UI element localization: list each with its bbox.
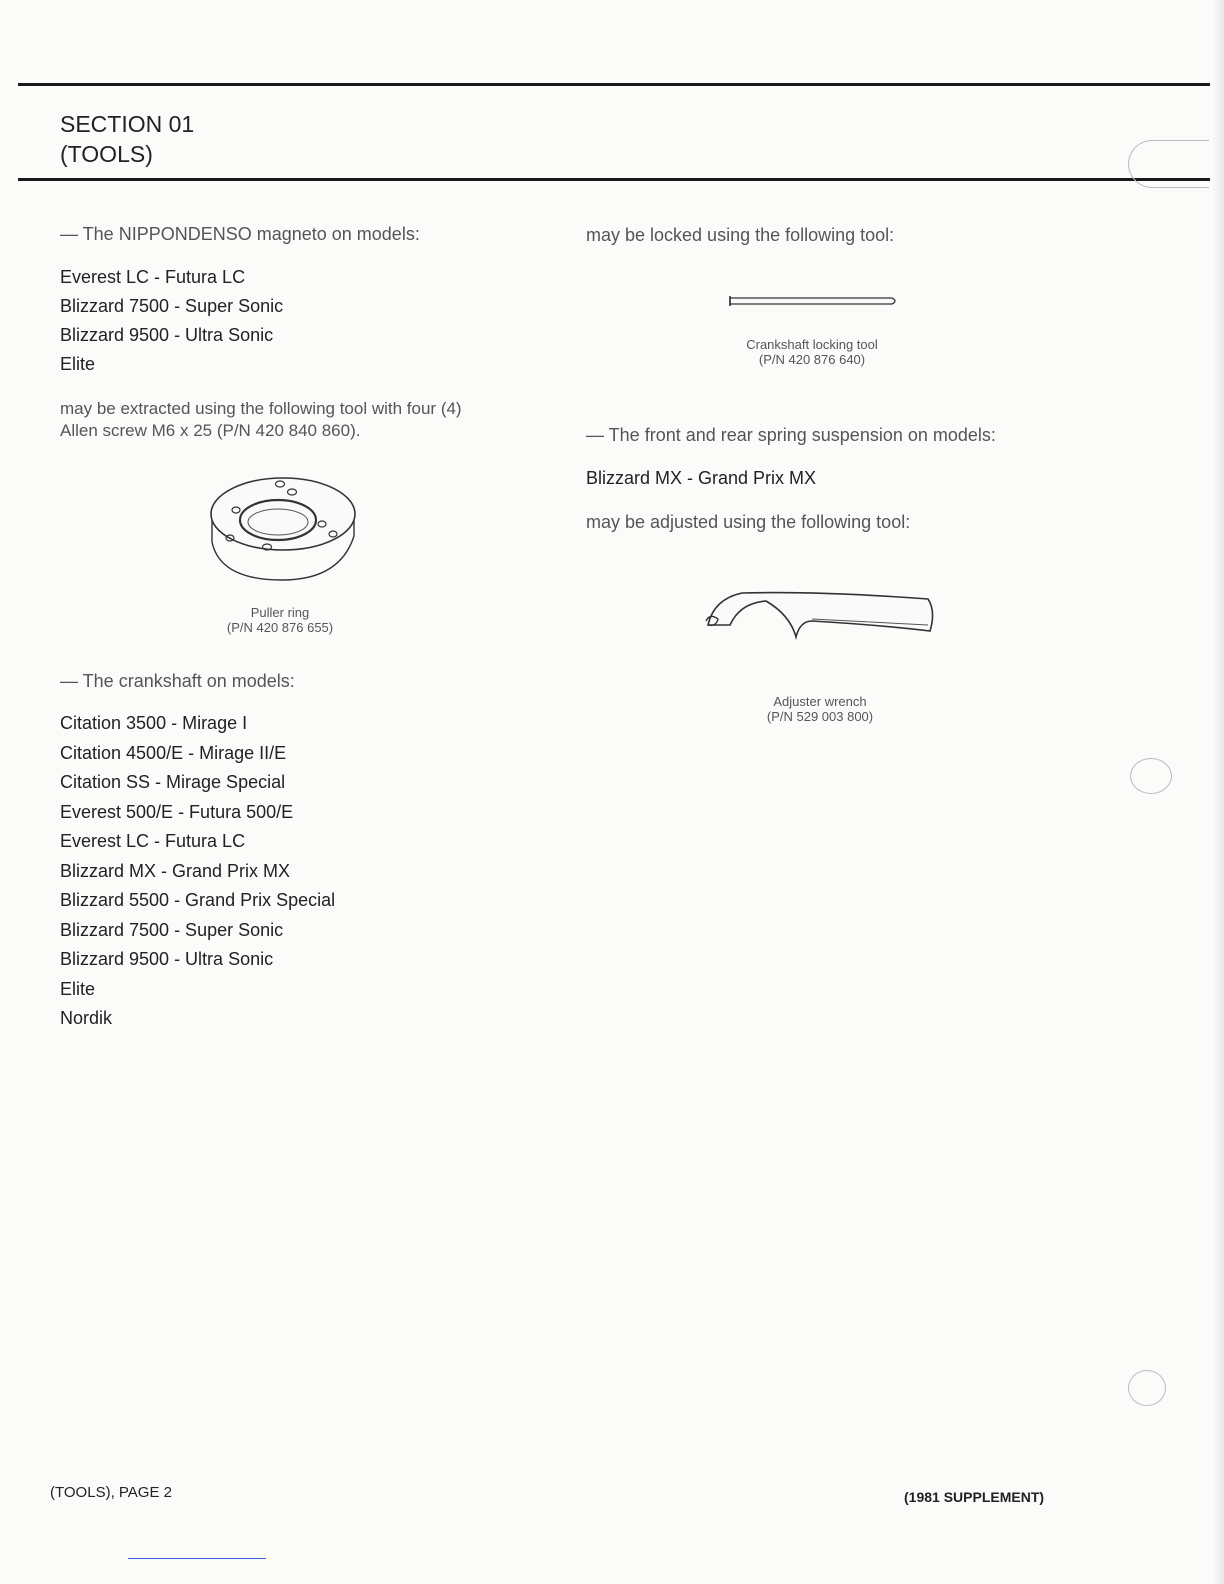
list-item: Everest LC - Futura LC (60, 831, 246, 851)
spring-intro: — The front and rear spring suspension on models: (586, 425, 996, 445)
list-item: Blizzard 9500 - Ultra Sonic (60, 949, 274, 969)
extract-paragraph (60, 398, 462, 442)
caption-title: Puller ring (250, 605, 310, 620)
caption-title: Adjuster wrench (773, 694, 867, 709)
list-item: Blizzard MX - Grand Prix MX (60, 860, 291, 881)
list-item: Everest 500/E - Futura 500/E (60, 801, 294, 822)
caption-part-number: (P/N 420 876 640) (758, 352, 866, 367)
list-item: Citation 4500/E - Mirage II/E (60, 742, 287, 763)
binder-hole-middle (1130, 758, 1172, 794)
locking-tool-figure (712, 292, 912, 367)
puller-ring-illustration (190, 470, 370, 590)
page-edge-shadow (1212, 0, 1224, 1584)
extract-text-line-2: Allen screw M6 x 25 (P/N 420 840 860). (60, 421, 361, 440)
list-item: Blizzard 7500 - Super Sonic (60, 296, 284, 316)
extract-text-line-1: may be extracted using the following tool with four (4) (60, 399, 462, 418)
caption-title: Crankshaft locking tool (746, 337, 878, 352)
list-item: Elite (60, 354, 96, 374)
list-item: Blizzard 7500 - Super Sonic (60, 919, 284, 940)
locking-tool-caption (712, 337, 912, 367)
list-item: Everest LC - Futura LC (60, 267, 246, 287)
caption-part-number: (P/N 420 876 655) (226, 620, 334, 635)
header-top-rule (18, 83, 1210, 86)
footer-supplement-label: (1981 SUPPLEMENT) (904, 1489, 1045, 1505)
caption-part-number: (P/N 529 003 800) (766, 709, 874, 724)
section-number: SECTION 01 (60, 111, 195, 137)
locking-tool-illustration (712, 292, 912, 312)
adjust-text: may be adjusted using the following tool: (586, 512, 911, 532)
magneto-intro: — The NIPPONDENSO magneto on models: (60, 224, 420, 244)
scan-artifact-line (128, 1558, 266, 1559)
spring-model-list (586, 468, 816, 489)
puller-ring-caption (190, 605, 370, 635)
adjuster-wrench-caption (700, 694, 940, 724)
list-item: Nordik (60, 1008, 113, 1028)
section-header (60, 109, 194, 169)
crankshaft-model-list (60, 713, 335, 1038)
crankshaft-intro: — The crankshaft on models: (60, 671, 295, 691)
list-item: Citation SS - Mirage Special (60, 772, 286, 792)
list-item: Blizzard 5500 - Grand Prix Special (60, 890, 336, 910)
list-item: Blizzard MX - Grand Prix MX (586, 468, 817, 488)
list-item: Elite (60, 978, 96, 999)
binder-hole-bottom (1128, 1370, 1166, 1406)
adjuster-wrench-figure (700, 585, 940, 724)
list-item: Blizzard 9500 - Ultra Sonic (60, 325, 274, 345)
list-item: Citation 3500 - Mirage I (60, 713, 248, 733)
locked-text: may be locked using the following tool: (586, 225, 895, 245)
footer-page-label: (TOOLS), PAGE 2 (50, 1484, 172, 1501)
magneto-model-list (60, 267, 283, 383)
puller-ring-figure (190, 470, 370, 635)
adjuster-wrench-illustration (700, 585, 940, 645)
section-subtitle: (TOOLS) (60, 141, 153, 167)
header-bottom-rule (18, 178, 1210, 181)
binder-hole-top (1128, 140, 1209, 188)
